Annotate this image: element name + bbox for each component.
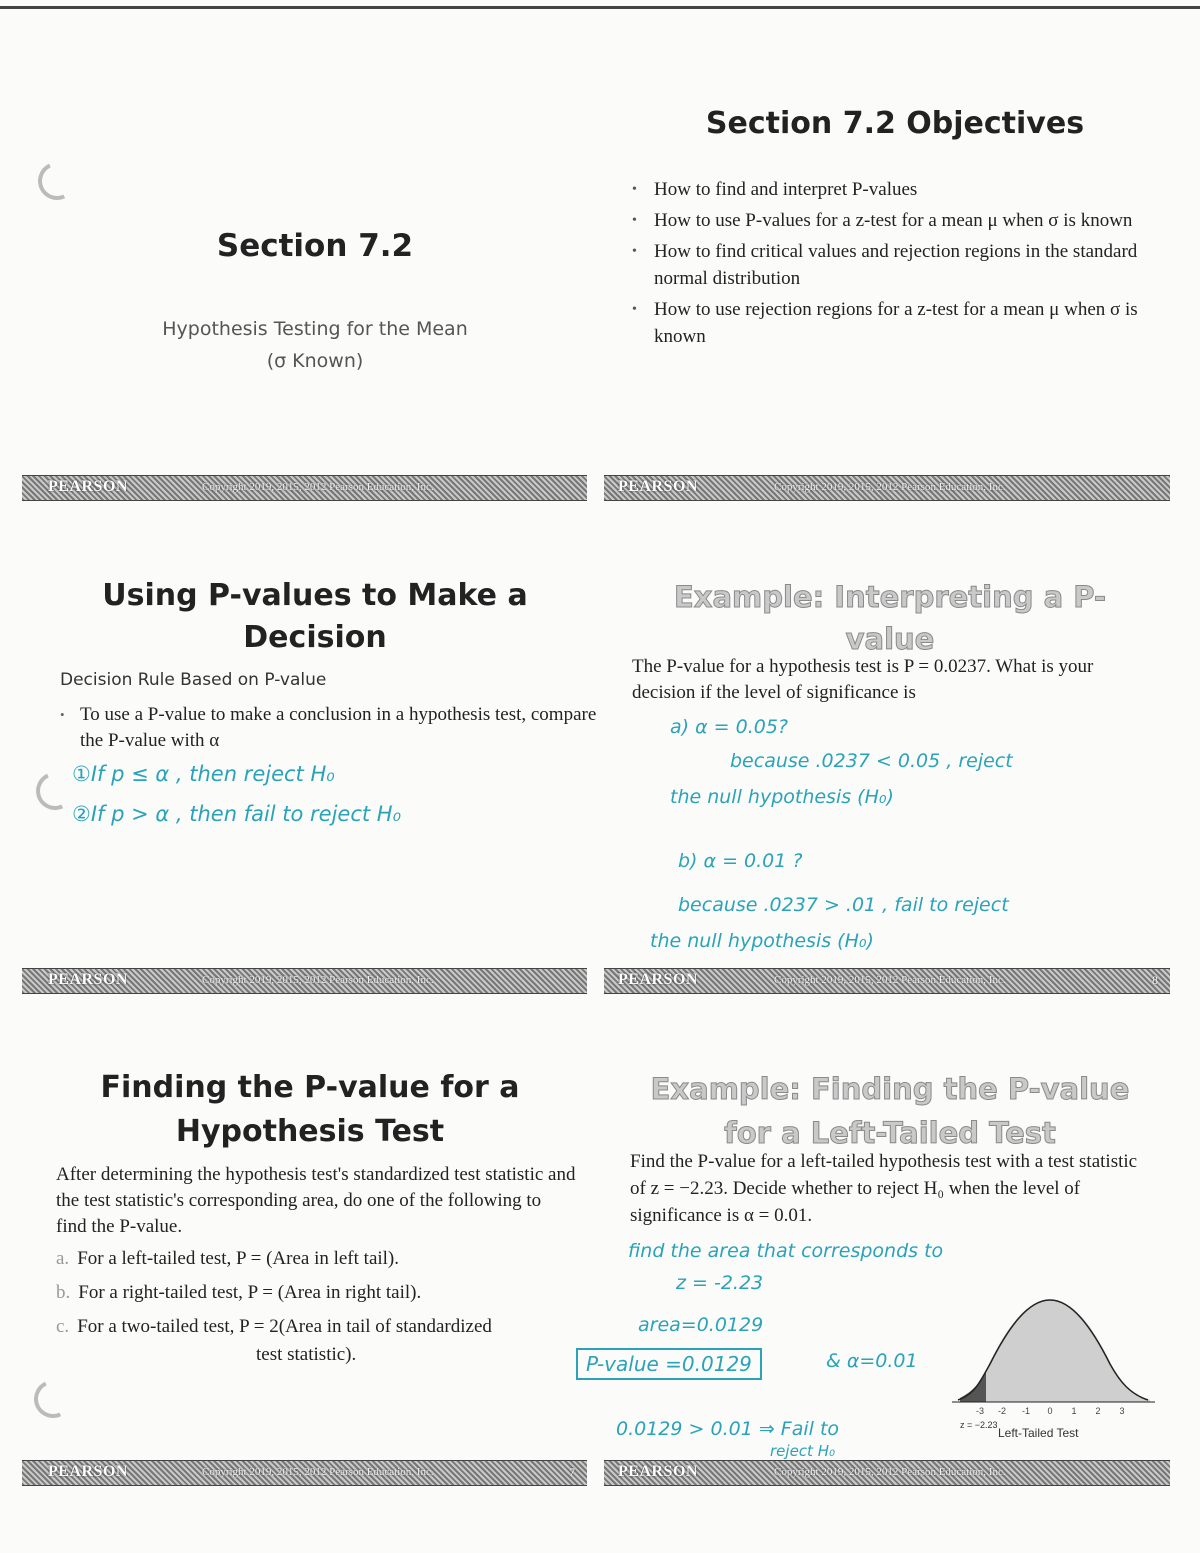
bullet-icon: •: [632, 244, 637, 259]
handwritten-rule-1: ①If p ≤ α , then reject H₀: [72, 762, 335, 786]
example-text: The P-value for a hypothesis test is P = 0.0237. What is your decision if the level of significance is: [632, 656, 1094, 703]
copyright-text: Copyright 2019, 2015, 2012 Pearson Education, Inc.: [202, 1466, 434, 1478]
z-marker: z = −2.23: [960, 1420, 998, 1430]
slide-number: 7: [569, 1465, 575, 1479]
handwritten-answer-a: a) α = 0.05?: [670, 716, 789, 738]
slide-title: Finding the P-value for a: [100, 1070, 520, 1105]
tick-label: -2: [997, 1406, 1007, 1416]
handwritten-note-7: reject H₀: [770, 1442, 835, 1460]
rule-heading: Decision Rule Based on P-value: [60, 670, 327, 690]
slide-finding-pvalue: [20, 1050, 590, 1450]
slide-title-line2: Decision: [243, 620, 387, 655]
tick-label: 2: [1095, 1406, 1101, 1416]
slide-pvalue-decision: [20, 560, 597, 960]
slide-title: Example: Finding the P-value: [650, 1072, 1130, 1106]
pearson-logo: PEARSON: [618, 971, 698, 988]
bullet-icon: •: [60, 707, 65, 722]
slide-title-line2: Hypothesis Test: [175, 1114, 445, 1149]
tick-label: 0: [1047, 1406, 1053, 1416]
handwritten-note-1: find the area that corresponds to: [628, 1240, 944, 1262]
handwritten-rule-2: ②If p > α , then fail to reject H₀: [72, 802, 402, 826]
example-text: Find the P-value for a left-tailed hypothesis test with a test statistic of z = −2.23. Decide whether to reject H₀ when the level of significance is α = 0.01.: [630, 1151, 1138, 1226]
list-item: a. For a left-tailed test, P = (Area in left tail).: [56, 1248, 400, 1269]
pearson-logo: PEARSON: [48, 478, 128, 495]
binder-hole: [29, 1375, 78, 1424]
slide-example-left-tailed: [586, 1050, 1180, 1460]
slide-subtitle-2: (σ Known): [266, 350, 364, 372]
slide-title: Using P-values to Make a: [102, 578, 528, 613]
pearson-logo: PEARSON: [48, 971, 128, 988]
graph-caption: Left-Tailed Test: [998, 1426, 1079, 1440]
slide-footer: [22, 968, 587, 994]
slide-title-line2: for a Left-Tailed Test: [724, 1116, 1056, 1150]
list-item: • How to use P-values for a z-test for a mean μ when σ is known: [628, 207, 1148, 234]
pearson-logo: PEARSON: [618, 478, 698, 495]
copyright-text: Copyright 2019, 2015, 2012 Pearson Education, Inc.: [774, 1466, 1006, 1478]
handwritten-note-5: & α=0.01: [826, 1350, 918, 1372]
slide-section-title: [20, 60, 590, 500]
slide-title: Section 7.2 Objectives: [705, 106, 1085, 141]
list-item: • How to find critical values and rejection regions in the standard normal distribution: [628, 238, 1148, 292]
slide-title: Example: Interpreting a P-: [673, 580, 1107, 614]
list-item: b. For a right-tailed test, P = (Area in right tail).: [56, 1282, 422, 1303]
tick-label: -1: [1021, 1406, 1031, 1416]
handwritten-answer-a-line2: because .0237 < 0.05 , reject: [730, 750, 1013, 772]
pearson-logo: PEARSON: [618, 1463, 698, 1480]
slide-title-line2: value: [845, 622, 935, 656]
handwritten-note-3: area=0.0129: [638, 1314, 764, 1336]
handwritten-note-6: 0.0129 > 0.01 ⇒ Fail to: [616, 1418, 840, 1440]
handwritten-note-2: z = -2.23: [676, 1272, 764, 1294]
list-item: c. For a two-tailed test, P = 2(Area in tail of standardized: [56, 1316, 492, 1337]
pvalue-box: P-value =0.0129: [576, 1348, 762, 1380]
copyright-text: Copyright 2019, 2015, 2012 Pearson Education, Inc.: [202, 481, 434, 493]
handwritten-answer-b-line2: because .0237 > .01 , fail to reject: [678, 894, 1009, 916]
pearson-logo: PEARSON: [48, 1463, 128, 1480]
slide-title: Section 7.2: [216, 228, 414, 264]
slide-objectives: [610, 60, 1180, 480]
slide-example-interpret: [610, 560, 1180, 960]
copyright-text: Copyright 2019, 2015, 2012 Pearson Education, Inc.: [774, 974, 1006, 986]
handwritten-answer-b: b) α = 0.01 ?: [678, 850, 803, 872]
list-item: • How to find and interpret P-values: [628, 176, 1148, 203]
bullet-icon: •: [632, 182, 637, 197]
tick-label: 1: [1071, 1406, 1077, 1416]
slide-footer: [604, 475, 1170, 501]
scan-edge: [0, 6, 1200, 9]
copyright-text: Copyright 2019, 2015, 2012 Pearson Education, Inc.: [774, 481, 1006, 493]
tick-label: -3: [975, 1406, 985, 1416]
handwritten-answer-b-line3: the null hypothesis (H₀): [650, 930, 874, 952]
slide-footer: [604, 968, 1170, 994]
normal-curve-graph: [950, 1290, 1160, 1440]
copyright-text: Copyright 2019, 2015, 2012 Pearson Education, Inc.: [202, 974, 434, 986]
slide-subtitle: Hypothesis Testing for the Mean: [162, 318, 468, 340]
bullet-icon: •: [632, 302, 637, 317]
slide-number: 8: [1152, 973, 1158, 987]
objectives-list: [628, 176, 1148, 354]
list-item: • How to use rejection regions for a z-test for a mean μ when σ is known: [628, 296, 1148, 350]
handwritten-answer-a-line3: the null hypothesis (H₀): [670, 786, 894, 808]
slide-footer: [22, 1460, 587, 1486]
list-item-continuation: test statistic).: [256, 1344, 357, 1365]
decision-bullet: • To use a P-value to make a conclusion in a hypothesis test, compare the P-value with α: [60, 704, 597, 751]
slide-footer: [604, 1460, 1170, 1486]
intro-text: After determining the hypothesis test's standardized test statistic and the test statistic's corresponding area, do one of the following to find the P-value.: [56, 1164, 576, 1237]
binder-hole: [33, 157, 82, 206]
tick-label: 3: [1119, 1406, 1125, 1416]
bullet-icon: •: [632, 213, 637, 228]
slide-footer: [22, 475, 587, 501]
axis-ticks: [976, 1406, 1125, 1416]
